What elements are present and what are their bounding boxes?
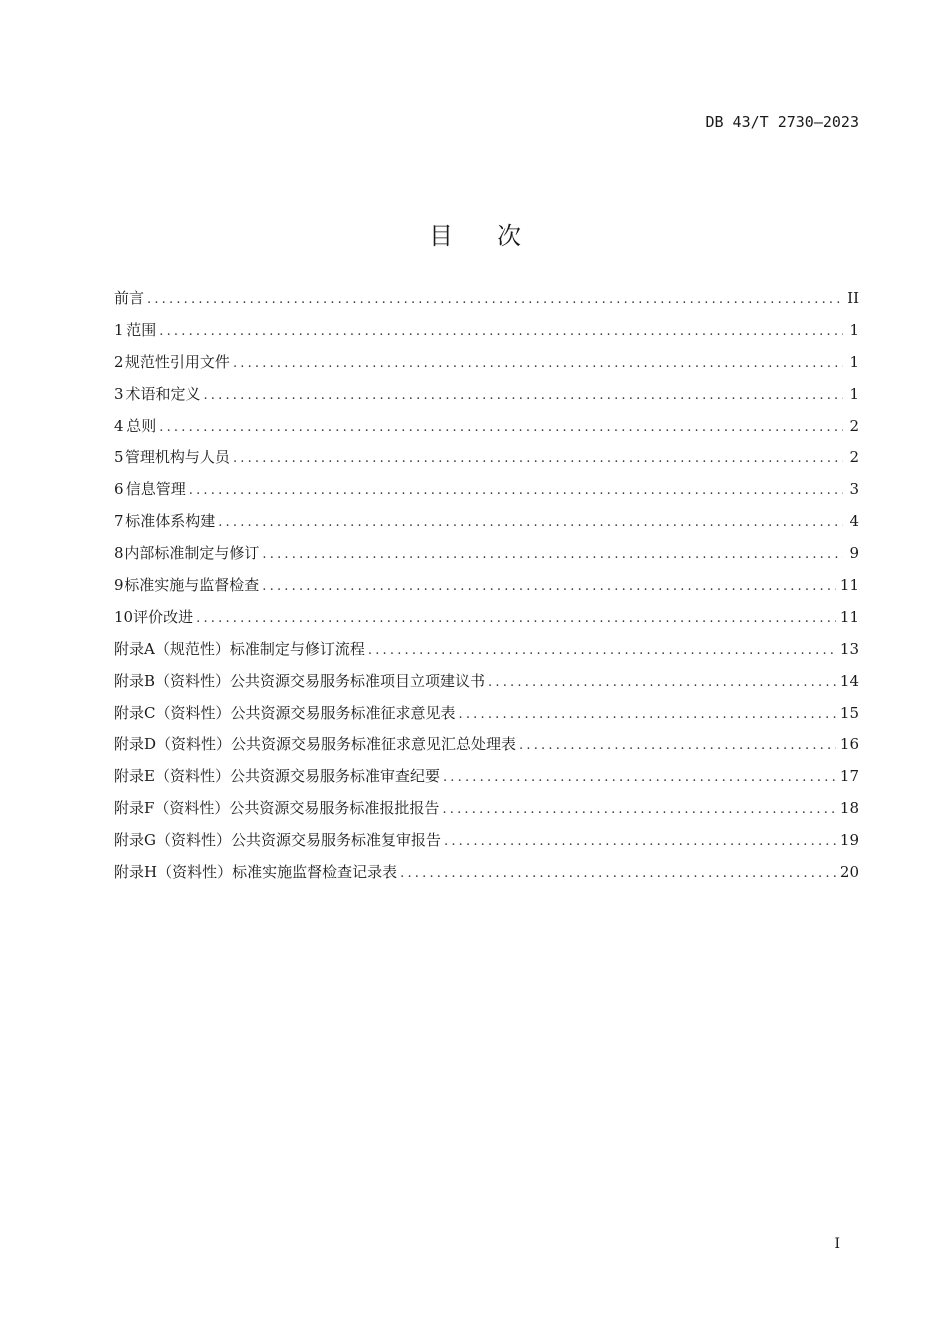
toc-entry-page: 4 <box>849 512 859 531</box>
toc-entry-page: 1 <box>849 320 859 339</box>
toc-entry-page: 15 <box>839 703 859 722</box>
toc-entry-label: 标准实施监督检查记录表 <box>232 863 398 882</box>
toc-entry-annex-f[interactable] <box>114 796 859 828</box>
toc-entry-label: 标准制定与修订流程 <box>229 639 365 658</box>
toc-annex-tag: 附录C（资料性） <box>114 703 231 722</box>
toc-entry-3[interactable] <box>114 382 859 414</box>
toc-entry-page: 17 <box>839 767 859 786</box>
toc-annex-tag: 附录H（资料性） <box>114 863 233 882</box>
toc-entry-page: 16 <box>839 735 859 754</box>
toc-entry-number: 1 <box>114 320 124 339</box>
toc-leader-dots <box>262 575 836 599</box>
toc-entry-label: 标准实施与监督检查 <box>124 576 260 595</box>
toc-leader-dots <box>196 607 836 631</box>
toc-entry-annex-a[interactable] <box>114 637 859 669</box>
toc-entry-page: 14 <box>839 671 859 690</box>
toc-entry-number: 2 <box>114 352 124 371</box>
toc-entry-1[interactable] <box>114 318 859 350</box>
toc-entry-label: 术语和定义 <box>125 384 201 403</box>
toc-leader-dots <box>159 416 843 440</box>
toc-entry-4[interactable] <box>114 414 859 446</box>
toc-leader-dots <box>488 671 836 695</box>
toc-entry-page: 9 <box>849 544 859 563</box>
toc-entry-label: 公共资源交易服务标准项目立项建议书 <box>230 671 486 690</box>
toc-annex-tag: 附录F（资料性） <box>114 799 230 818</box>
toc-entry-page: 2 <box>849 448 859 467</box>
toc-leader-dots <box>159 320 843 344</box>
toc-entry-label: 信息管理 <box>125 480 186 499</box>
toc-entry-number: 5 <box>114 448 124 467</box>
toc-entry-page: 11 <box>839 576 859 595</box>
toc-entry-label: 范围 <box>126 320 157 339</box>
toc-title-char-2: 次 <box>497 222 521 251</box>
toc-entry-annex-d[interactable] <box>114 732 859 764</box>
toc-entry-number: 9 <box>114 576 124 595</box>
toc-leader-dots <box>368 639 836 663</box>
toc-leader-dots <box>233 352 843 376</box>
toc-entry-6[interactable] <box>114 477 859 509</box>
toc-entry-number: 3 <box>114 384 124 403</box>
toc-annex-tag: 附录D（资料性） <box>114 735 232 754</box>
toc-entry-foreword[interactable] <box>114 286 859 318</box>
toc-entry-page: 13 <box>839 639 859 658</box>
toc-entry-annex-c[interactable] <box>114 701 859 733</box>
toc-entry-number: 8 <box>114 544 124 563</box>
toc-entry-label: 公共资源交易服务标准复审报告 <box>230 831 441 850</box>
toc-entry-annex-g[interactable] <box>114 828 859 860</box>
toc-leader-dots <box>400 862 836 886</box>
toc-entry-7[interactable] <box>114 509 859 541</box>
toc-entry-number: 10 <box>114 607 134 626</box>
toc-entry-page: 3 <box>849 480 859 499</box>
toc-annex-tag: 附录E（资料性） <box>114 767 230 786</box>
toc-entry-page: II <box>847 289 859 307</box>
toc-annex-tag: 附录B（资料性） <box>114 671 231 690</box>
toc-leader-dots <box>459 703 836 727</box>
toc-leader-dots <box>444 830 836 854</box>
toc-entry-annex-b[interactable] <box>114 669 859 701</box>
toc-annex-tag: 附录G（资料性） <box>114 831 231 850</box>
toc-leader-dots <box>442 798 835 822</box>
toc-entry-2[interactable] <box>114 350 859 382</box>
toc-leader-dots <box>233 447 843 471</box>
toc-entry-label: 总则 <box>126 416 157 435</box>
toc-leader-dots <box>443 766 836 790</box>
toc-entry-label: 规范性引用文件 <box>124 352 230 371</box>
toc-entry-page: 2 <box>849 416 859 435</box>
toc-entry-annex-h[interactable] <box>114 860 859 892</box>
toc-entry-number: 6 <box>114 480 124 499</box>
toc-entry-page: 1 <box>849 384 859 403</box>
toc-entry-label: 公共资源交易服务标准报批报告 <box>229 799 440 818</box>
toc-leader-dots <box>203 384 843 408</box>
toc-leader-dots <box>147 288 843 312</box>
toc-leader-dots <box>262 543 843 567</box>
toc-entry-annex-e[interactable] <box>114 764 859 796</box>
toc-entry-page: 18 <box>839 799 859 818</box>
toc-entry-10[interactable] <box>114 605 859 637</box>
toc-leader-dots <box>218 511 843 535</box>
toc-entry-5[interactable] <box>114 445 859 477</box>
toc-entry-page: 11 <box>839 607 859 626</box>
toc-annex-tag: 附录A（规范性） <box>114 639 230 658</box>
toc-entry-9[interactable] <box>114 573 859 605</box>
page-number: I <box>834 1236 840 1252</box>
toc-entry-label: 评价改进 <box>133 607 194 626</box>
toc-entry-8[interactable] <box>114 541 859 573</box>
toc-entry-label: 标准体系构建 <box>125 512 216 531</box>
toc-entry-label: 前言 <box>114 289 145 307</box>
toc-entry-number: 7 <box>114 512 124 531</box>
toc-entry-page: 20 <box>839 863 859 882</box>
toc-leader-dots <box>519 734 836 758</box>
toc-leader-dots <box>189 479 843 503</box>
toc-entry-label: 公共资源交易服务标准征求意见表 <box>230 703 456 722</box>
toc-entry-page: 1 <box>849 352 859 371</box>
toc-list <box>114 286 859 892</box>
toc-title-char-1: 目 <box>429 222 453 251</box>
toc-entry-page: 19 <box>839 831 859 850</box>
toc-entry-label: 内部标准制定与修订 <box>124 544 260 563</box>
toc-title <box>0 216 950 251</box>
toc-entry-label: 公共资源交易服务标准审查纪要 <box>229 767 440 786</box>
document-code: DB 43/T 2730—2023 <box>705 113 859 131</box>
toc-entry-label: 公共资源交易服务标准征求意见汇总处理表 <box>231 735 517 754</box>
toc-entry-label: 管理机构与人员 <box>124 448 230 467</box>
toc-entry-number: 4 <box>114 416 124 435</box>
